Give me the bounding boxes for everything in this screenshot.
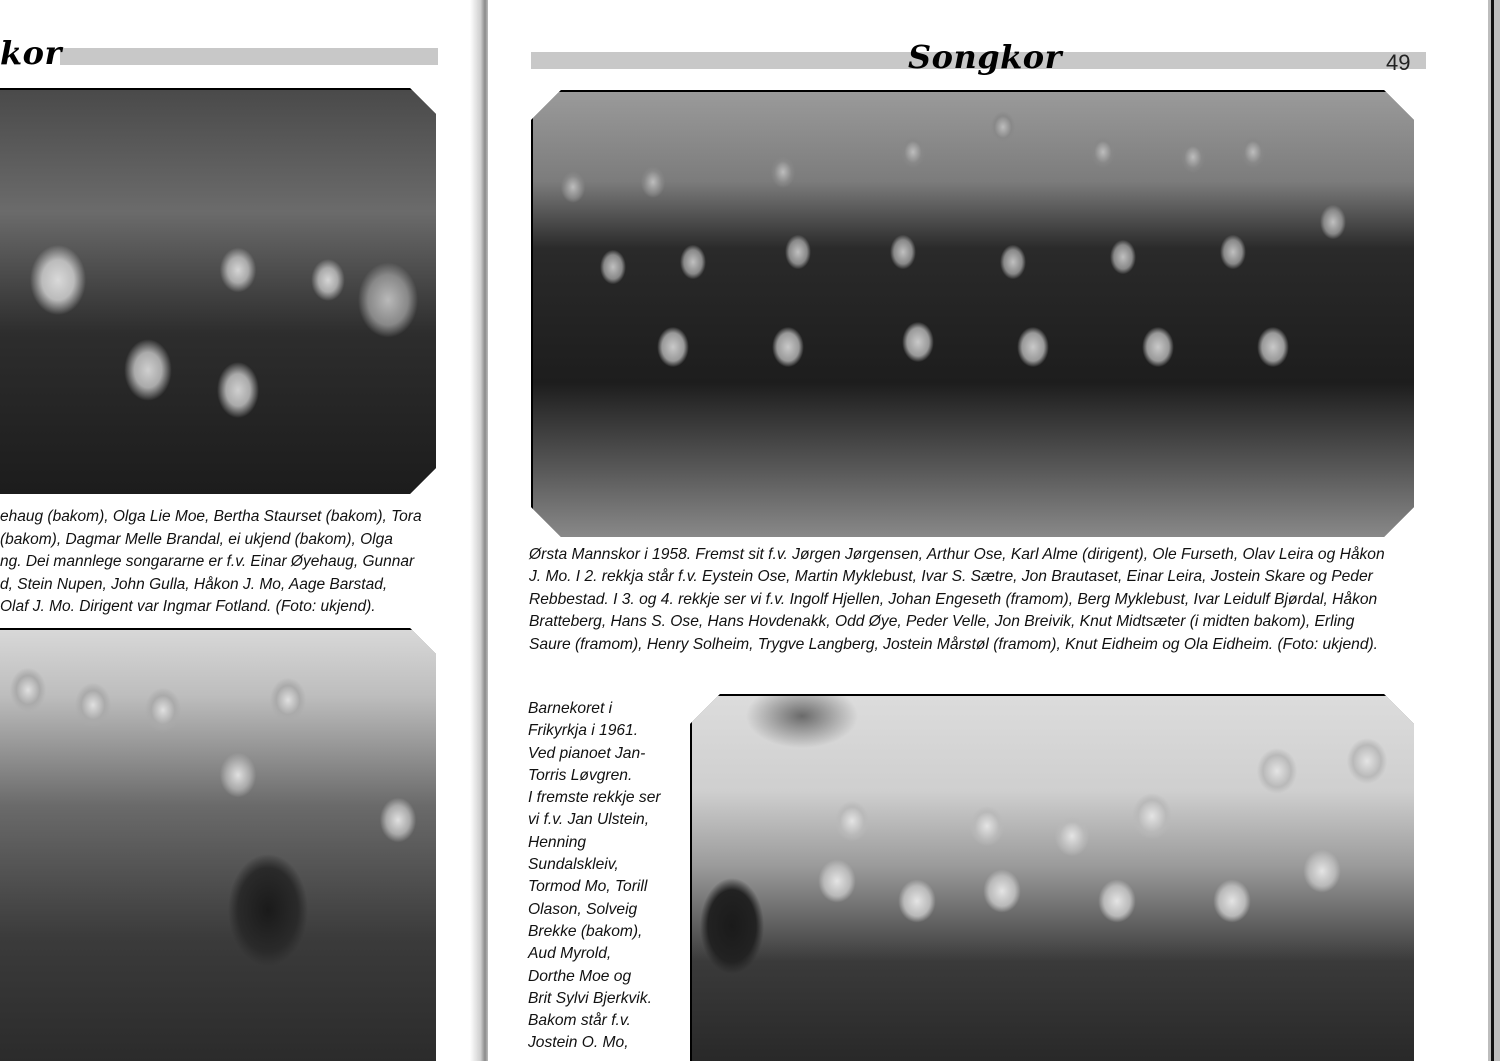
caption-line: (bakom), Dagmar Melle Brandal, ei ukjend (bakom), Olga (0, 530, 393, 548)
caption-line: Bratteberg, Hans S. Ose, Hans Hovdenakk, Odd Øye, Peder Velle, Jon Breivik, Knut Midtsæter (i midten bakom), Erling (529, 613, 1355, 631)
left-header-bar (60, 48, 438, 65)
caption-line: Henning (528, 833, 587, 851)
caption-line: Olaf J. Mo. Dirigent var Ingmar Fotland. (Foto: ukjend). (0, 598, 376, 615)
caption-line: Sundalskleiv, (528, 856, 619, 874)
caption-line: ng. Dei mannlege songararne er f.v. Einar Øyehaug, Gunnar (0, 553, 415, 570)
right-page (488, 0, 1488, 1061)
caption-line: ehaug (bakom), Olga Lie Moe, Bertha Staurset (bakom), Tora (0, 508, 422, 525)
mens-choir-1958-photo (531, 90, 1418, 541)
caption-line: Saure (framom), Henry Solheim, Trygve Langberg, Jostein Mårstøl (framom), Knut Eidheim og Ola Eidheim. (Foto: ukjend). (529, 635, 1379, 653)
caption-line: I fremste rekkje ser (528, 789, 661, 807)
caption-line: Brekke (bakom), (528, 922, 643, 940)
caption-line: Frikyrkja i 1961. (528, 722, 639, 740)
left-page (0, 0, 478, 1061)
book-right-edge (1488, 0, 1500, 1061)
caption-line: Torris Løvgren. (528, 766, 633, 784)
left-top-caption (0, 506, 422, 619)
caption-line: Ved pianoet Jan- (528, 744, 646, 762)
caption-line: Barnekoret i (528, 700, 613, 717)
left-header-title: kor (0, 34, 62, 72)
mens-choir-caption (529, 544, 1385, 656)
childrens-choir-caption (528, 698, 661, 1055)
caption-line: Ørsta Mannskor i 1958. Fremst sit f.v. Jørgen Jørgensen, Arthur Ose, Karl Alme (dirigent), Ole Furseth, Olav Leira og Håkon (529, 546, 1385, 563)
right-header-title: Songkor (908, 38, 1062, 76)
caption-line: Aud Myrold, (528, 945, 612, 963)
caption-line: vi f.v. Jan Ulstein, (528, 811, 650, 829)
caption-line: Dorthe Moe og (528, 967, 632, 985)
caption-line: Brit Sylvi Bjerkvik. (528, 989, 652, 1007)
caption-line: Tormod Mo, Torill (528, 878, 648, 896)
caption-line: J. Mo. I 2. rekkja står f.v. Eystein Ose, Martin Myklebust, Ivar S. Sætre, Jon Brautaset, Einar Leira, Jostein Skare og Peder (529, 568, 1373, 586)
youth-choir-photo (0, 628, 440, 1061)
caption-line: Olason, Solveig (528, 900, 638, 918)
mixed-choir-photo (0, 88, 440, 498)
childrens-choir-1961-photo (690, 694, 1418, 1061)
caption-line: Bakom står f.v. (528, 1012, 631, 1030)
caption-line: Rebbestad. I 3. og 4. rekkje ser vi f.v. Ingolf Hjellen, Johan Engeseth (framom), Berg Myklebust, Ivar Leidulf Bjørdal, Håkon (529, 590, 1378, 608)
caption-line: Jostein O. Mo, (528, 1034, 629, 1052)
caption-line: d, Stein Nupen, John Gulla, Håkon J. Mo, Aage Barstad, (0, 575, 388, 593)
page-number: 49 (1386, 50, 1411, 75)
